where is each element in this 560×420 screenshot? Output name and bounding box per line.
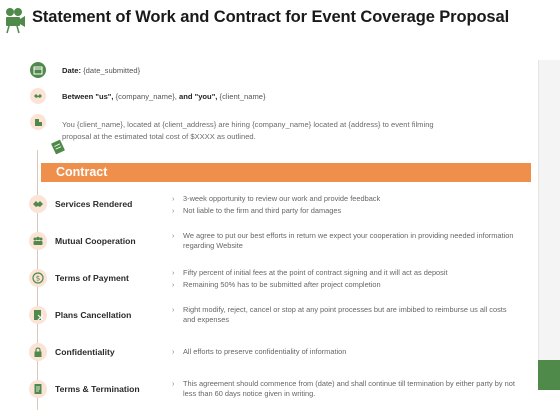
bullet-payment-2: › Remaining 50% has to be submitted after project completion <box>172 280 517 290</box>
company-placeholder: {company_name}, <box>115 92 177 101</box>
date-line <box>62 66 140 75</box>
handshake-icon <box>30 88 46 104</box>
payment-icon <box>29 269 47 287</box>
camera-logo-icon <box>4 6 26 34</box>
bullet-cancellation-1: › Right modify, reject, cancel or stop at any point processes but are imbibed to reimburse us all costs and expenses <box>172 305 517 325</box>
svg-text:$: $ <box>35 274 41 283</box>
client-placeholder: {client_name} <box>219 92 266 101</box>
intro-paragraph: You {client_name}, located at {client_address} are hiring {company_name} located at {address} to event filming proposal at the estimated total cost of $XXXX as outlined. <box>62 120 434 141</box>
contract-header-bar <box>41 163 531 182</box>
section-label-cooperation: Mutual Cooperation <box>55 236 136 246</box>
section-label-cancellation: Plans Cancellation <box>55 310 132 320</box>
bullet-services-1: › 3-week opportunity to review our work and provide feedback <box>172 194 517 204</box>
between-label: Between "us", <box>62 92 114 101</box>
section-label-termination: Terms & Termination <box>55 384 140 394</box>
section-label-services: Services Rendered <box>55 199 133 209</box>
calendar-icon <box>30 62 46 78</box>
between-line <box>62 92 266 101</box>
cancel-document-icon <box>29 306 47 324</box>
team-icon <box>29 232 47 250</box>
bullet-services-2: › Not liable to the firm and third party for damages <box>172 206 517 216</box>
handshake-icon <box>29 195 47 213</box>
building-icon <box>30 114 46 130</box>
lock-icon <box>29 343 47 361</box>
date-label: Date: <box>62 66 81 75</box>
document-icon <box>29 380 47 398</box>
date-value: {date_submitted} <box>83 66 141 75</box>
bullet-termination-1: › This agreement should commence from (date) and shall continue till termination by either party by not less than 60 days notice given in writing. <box>172 379 517 399</box>
contract-heading: Contract <box>56 165 108 179</box>
page-title: Statement of Work and Contract for Event Coverage Proposal <box>32 8 510 26</box>
bullet-confidentiality-1: › All efforts to preserve confidentiality of information <box>172 347 517 357</box>
bullet-cooperation-1: › We agree to put our best efforts in return we expect your cooperation in providing needed information regarding Website <box>172 231 517 251</box>
section-label-payment: Terms of Payment <box>55 273 129 283</box>
bullet-payment-1: › Fifty percent of initial fees at the point of contract signing and it will act as deposit <box>172 268 517 278</box>
and-you-label: and "you", <box>178 92 218 101</box>
section-label-confidentiality: Confidentiality <box>55 347 115 357</box>
decorative-side-strip <box>538 60 560 390</box>
